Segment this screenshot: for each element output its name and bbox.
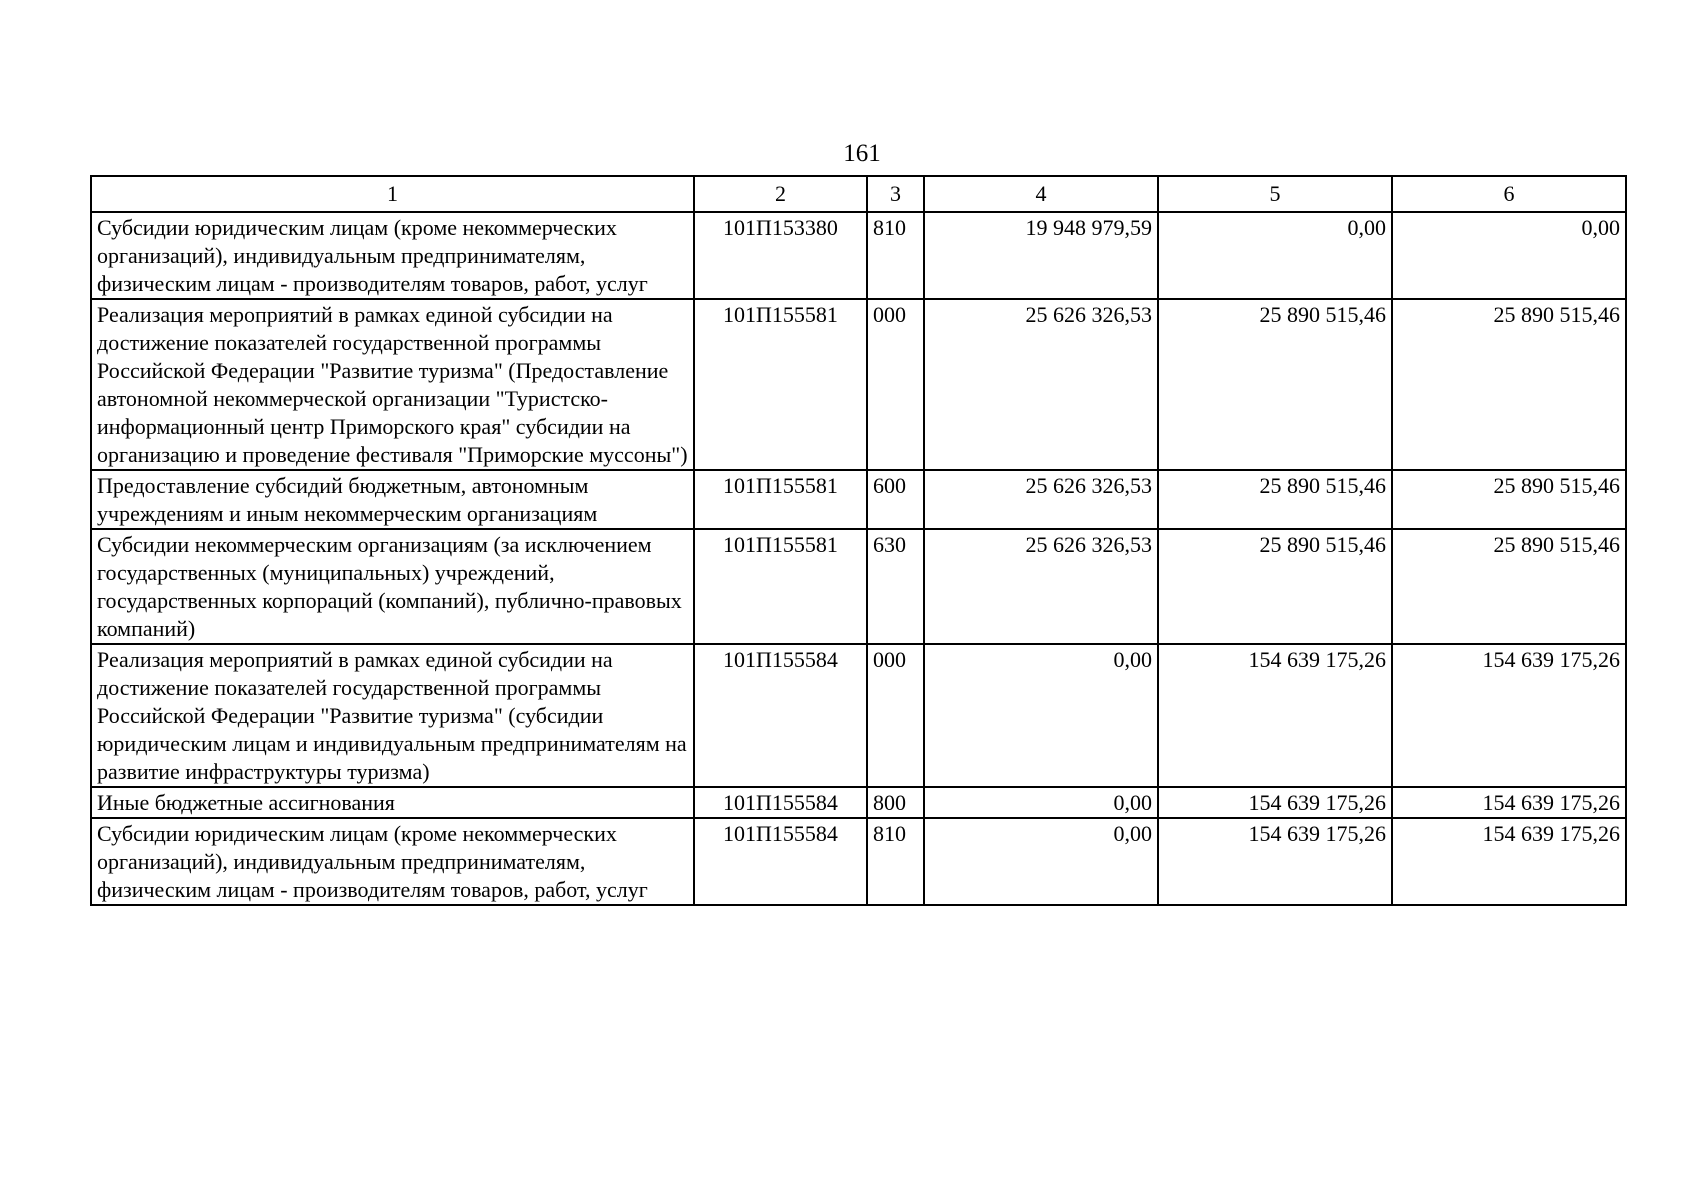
- column-header: 4: [924, 176, 1158, 212]
- row-amount-col6: 25 890 515,46: [1392, 470, 1626, 529]
- row-code: 101П155581: [694, 299, 867, 470]
- row-name: Субсидии юридическим лицам (кроме некоммерческих организаций), индивидуальным предпринимателям, физическим лицам - производителям товаров, работ, услуг: [91, 818, 694, 905]
- table-row: [91, 818, 1626, 905]
- row-amount-col5: 25 890 515,46: [1158, 299, 1392, 470]
- column-header: 5: [1158, 176, 1392, 212]
- row-amount-col5: 154 639 175,26: [1158, 818, 1392, 905]
- column-header: 2: [694, 176, 867, 212]
- header-row: [91, 176, 1626, 212]
- row-amount-col4: 0,00: [924, 787, 1158, 818]
- row-type: 000: [867, 299, 924, 470]
- row-amount-col6: 154 639 175,26: [1392, 818, 1626, 905]
- row-amount-col4: 0,00: [924, 644, 1158, 787]
- row-code: 101П153380: [694, 212, 867, 299]
- row-code: 101П155581: [694, 470, 867, 529]
- row-amount-col4: 25 626 326,53: [924, 299, 1158, 470]
- row-code: 101П155584: [694, 787, 867, 818]
- row-code: 101П155584: [694, 818, 867, 905]
- row-name: Субсидии юридическим лицам (кроме некоммерческих организаций), индивидуальным предпринимателям, физическим лицам - производителям товаров, работ, услуг: [91, 212, 694, 299]
- row-amount-col5: 25 890 515,46: [1158, 470, 1392, 529]
- table-row: [91, 644, 1626, 787]
- table-row: [91, 212, 1626, 299]
- page-number: 161: [843, 140, 881, 167]
- budget-table: [90, 175, 1627, 906]
- row-amount-col5: 0,00: [1158, 212, 1392, 299]
- row-amount-col4: 19 948 979,59: [924, 212, 1158, 299]
- row-amount-col6: 154 639 175,26: [1392, 644, 1626, 787]
- row-code: 101П155581: [694, 529, 867, 644]
- row-name: Предоставление субсидий бюджетным, автономным учреждениям и иным некоммерческим организациям: [91, 470, 694, 529]
- row-amount-col6: 154 639 175,26: [1392, 787, 1626, 818]
- row-amount-col5: 25 890 515,46: [1158, 529, 1392, 644]
- row-type: 600: [867, 470, 924, 529]
- table-row: [91, 787, 1626, 818]
- row-name: Иные бюджетные ассигнования: [91, 787, 694, 818]
- row-amount-col4: 25 626 326,53: [924, 529, 1158, 644]
- row-code: 101П155584: [694, 644, 867, 787]
- row-amount-col4: 0,00: [924, 818, 1158, 905]
- row-type: 810: [867, 818, 924, 905]
- table-row: [91, 470, 1626, 529]
- row-name: Субсидии некоммерческим организациям (за исключением государственных (муниципальных) учреждений, государственных корпораций (компаний), публично-правовых компаний): [91, 529, 694, 644]
- row-amount-col6: 25 890 515,46: [1392, 529, 1626, 644]
- table-row: [91, 529, 1626, 644]
- row-amount-col5: 154 639 175,26: [1158, 787, 1392, 818]
- table-row: [91, 299, 1626, 470]
- row-type: 810: [867, 212, 924, 299]
- row-name: Реализация мероприятий в рамках единой субсидии на достижение показателей государственной программы Российской Федерации "Развитие туризма" (субсидии юридическим лицам и индивидуальным предпринимателям на развитие инфраструктуры туризма): [91, 644, 694, 787]
- row-amount-col5: 154 639 175,26: [1158, 644, 1392, 787]
- column-header: 3: [867, 176, 924, 212]
- column-header: 6: [1392, 176, 1626, 212]
- row-amount-col6: 25 890 515,46: [1392, 299, 1626, 470]
- row-name: Реализация мероприятий в рамках единой субсидии на достижение показателей государственной программы Российской Федерации "Развитие туризма" (Предоставление автономной некоммерческой организации "Туристско-информационный центр Приморского края" субсидии на организацию и проведение фестиваля "Приморские муссоны"): [91, 299, 694, 470]
- row-type: 630: [867, 529, 924, 644]
- row-type: 000: [867, 644, 924, 787]
- row-amount-col6: 0,00: [1392, 212, 1626, 299]
- row-amount-col4: 25 626 326,53: [924, 470, 1158, 529]
- column-header: 1: [91, 176, 694, 212]
- row-type: 800: [867, 787, 924, 818]
